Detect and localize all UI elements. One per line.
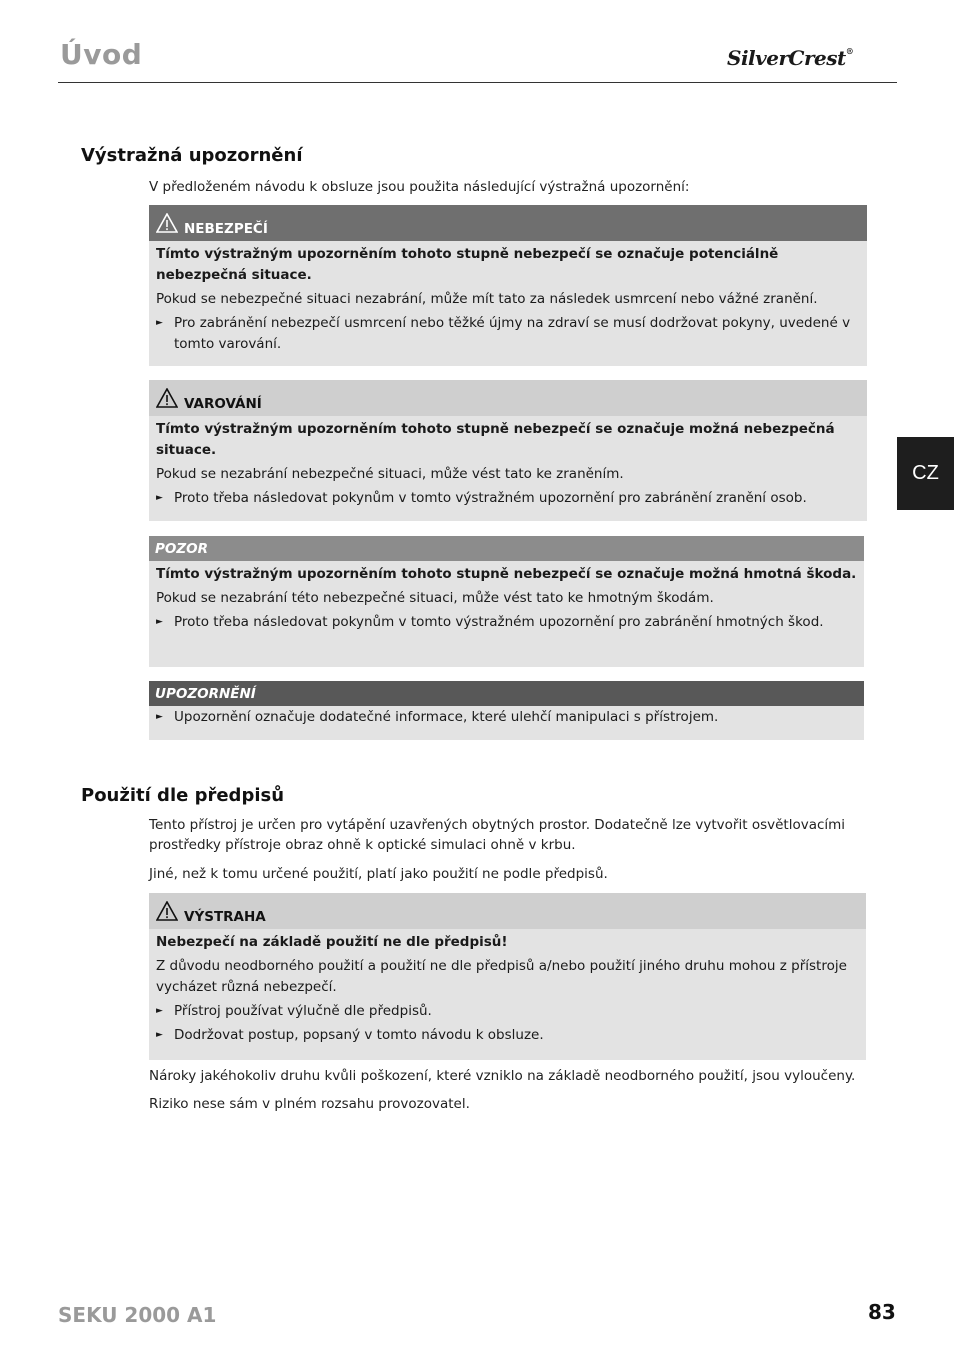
bullet-arrow-icon: ► bbox=[156, 318, 163, 328]
list-item: ► Proto třeba následovat pokynům v tomto výstražném upozornění pro zabránění zranění osob. bbox=[156, 488, 860, 509]
danger-bold-text: Tímto výstražným upozorněním tohoto stupně nebezpečí se označuje potenciálně nebezpečná situace. bbox=[156, 246, 779, 283]
note-box-header bbox=[149, 681, 864, 706]
warning-box bbox=[149, 380, 867, 521]
caution-label: POZOR bbox=[155, 540, 209, 557]
section-heading-intended-use: Použití dle předpisů bbox=[81, 785, 285, 806]
page-number: 83 bbox=[868, 1300, 896, 1324]
warning-triangle-icon bbox=[156, 901, 178, 925]
danger-box-header bbox=[149, 205, 867, 241]
hazard-bold-text: Nebezpečí na základě použití ne dle předpisů! bbox=[156, 934, 508, 950]
note-box bbox=[149, 681, 864, 740]
warning-text: Pokud se nezabrání nebezpečné situaci, může vést tato ke zraněním. bbox=[156, 466, 624, 482]
danger-label: NEBEZPEČÍ bbox=[184, 221, 268, 237]
hazard-box-header bbox=[149, 893, 866, 929]
section-heading-warnings: Výstražná upozornění bbox=[81, 145, 303, 166]
intended-use-paragraph: Tento přístroj je určen pro vytápění uzavřených obytných prostor. Dodatečně lze vytvořit osvětlovacími prostředky přístroje obraz ohně k optické simulaci ohně v krbu. bbox=[149, 817, 846, 853]
list-item: ► Pro zabránění nebezpečí usmrcení nebo těžké újmy na zdraví se musí dodržovat pokyny, uvedené v tomto varování. bbox=[156, 313, 860, 355]
page-title: Úvod bbox=[60, 38, 143, 71]
hazard-text: Z důvodu neodborného použití a použití ne dle předpisů a/nebo použití jiného druhu mohou z přístroje vycházet různá nebezpečí. bbox=[156, 958, 847, 995]
list-item: ► Proto třeba následovat pokynům v tomto výstražném upozornění pro zabránění hmotných škod. bbox=[156, 612, 857, 633]
footer-model: SEKU 2000 A1 bbox=[58, 1303, 217, 1327]
danger-text: Pokud se nebezpečné situaci nezabrání, může mít tato za následek usmrcení nebo vážné zranění. bbox=[156, 291, 818, 307]
hazard-box bbox=[149, 893, 866, 1060]
risk-paragraph: Riziko nese sám v plném rozsahu provozovatel. bbox=[149, 1096, 470, 1112]
warning-box-header bbox=[149, 380, 867, 416]
improper-use-paragraph: Jiné, než k tomu určené použití, platí jako použití ne podle předpisů. bbox=[149, 866, 608, 882]
list-item: ► Upozornění označuje dodatečné informace, které ulehčí manipulaci s přístrojem. bbox=[156, 707, 857, 728]
language-tab: CZ bbox=[897, 437, 954, 510]
caution-bold-text: Tímto výstražným upozorněním tohoto stupně nebezpečí se označuje možná hmotná škoda. bbox=[156, 566, 857, 582]
hazard-label: VÝSTRAHA bbox=[184, 909, 266, 925]
warning-bold-text: Tímto výstražným upozorněním tohoto stupně nebezpečí se označuje možná nebezpečná situace. bbox=[156, 421, 835, 458]
bullet-arrow-icon: ► bbox=[156, 493, 163, 503]
warning-triangle-icon bbox=[156, 388, 178, 412]
bullet-arrow-icon: ► bbox=[156, 1006, 163, 1016]
warning-label: VAROVÁNÍ bbox=[184, 396, 262, 412]
note-label: UPOZORNĚNÍ bbox=[155, 685, 256, 702]
caution-box bbox=[149, 536, 864, 667]
bullet-arrow-icon: ► bbox=[156, 1030, 163, 1040]
list-item: ► Dodržovat postup, popsaný v tomto návodu k obsluze. bbox=[156, 1025, 859, 1046]
section-intro: V předloženém návodu k obsluze jsou použita následující výstražná upozornění: bbox=[149, 179, 690, 195]
warning-triangle-icon bbox=[156, 213, 178, 237]
caution-text: Pokud se nezabrání této nebezpečné situaci, může vést tato ke hmotným škodám. bbox=[156, 590, 714, 606]
brand-logo: SilverCrest® bbox=[727, 46, 854, 70]
bullet-arrow-icon: ► bbox=[156, 617, 163, 627]
bullet-arrow-icon: ► bbox=[156, 712, 163, 722]
header-divider bbox=[58, 82, 897, 83]
list-item: ► Přístroj používat výlučně dle předpisů. bbox=[156, 1001, 859, 1022]
danger-box bbox=[149, 205, 867, 366]
liability-paragraph: Nároky jakéhokoliv druhu kvůli poškození, které vzniklo na základě neodborného použití, jsou vyloučeny. bbox=[149, 1068, 856, 1084]
caution-box-header bbox=[149, 536, 864, 561]
